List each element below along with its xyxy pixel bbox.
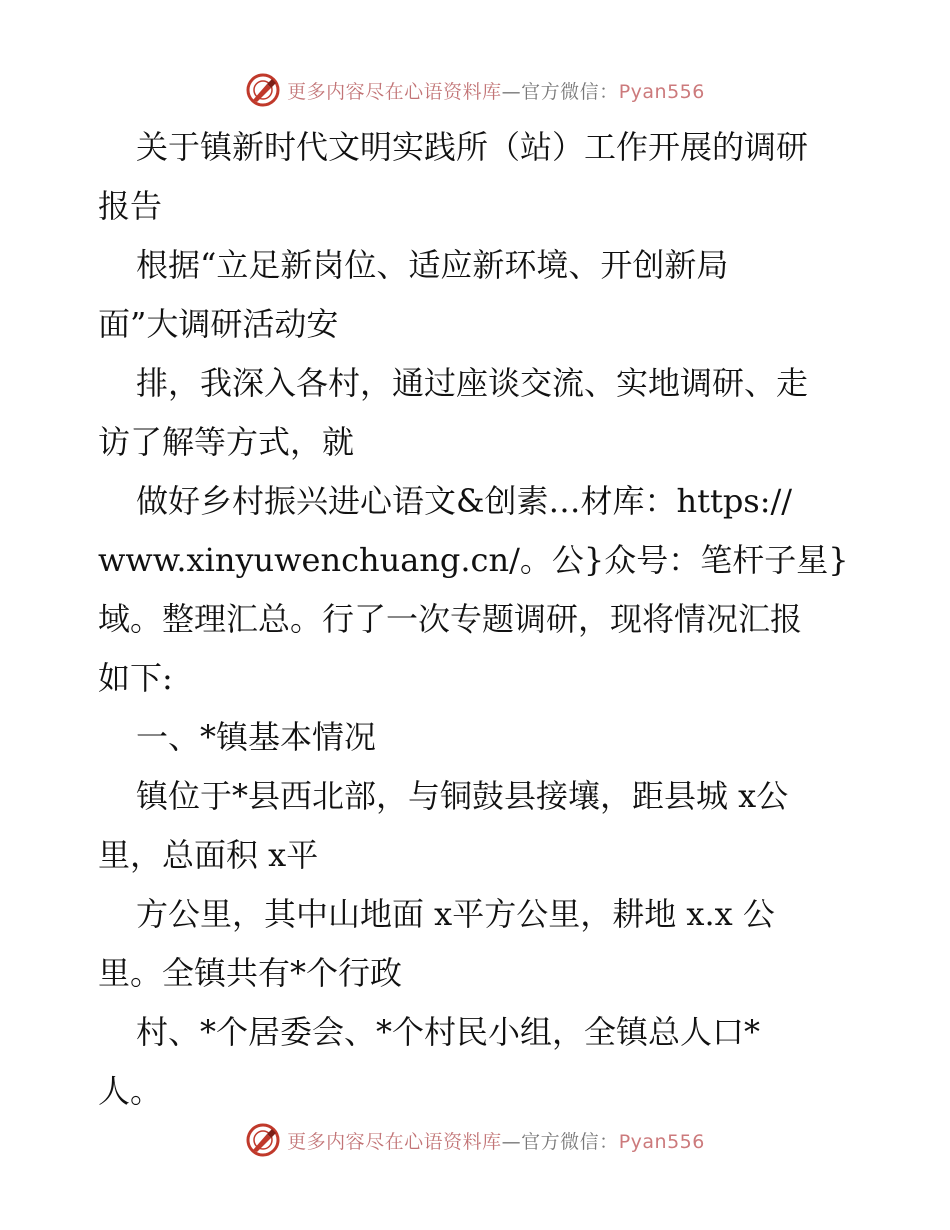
doc-title-line-1: 关于镇新时代文明实践所（站）工作开展的调研 [136,128,809,166]
doc-section-heading: 一、*镇基本情况 [136,718,377,756]
doc-paragraph-line: 根据“立足新岗位、适应新环境、开创新局 [136,246,729,284]
doc-paragraph-line: 面”大调研活动安 [98,305,339,343]
watermark-banner-top [0,70,950,110]
doc-paragraph-line: 里。全镇共有*个行政 [98,954,403,992]
watermark-brand: 更多内容尽在心语资料库 [287,1130,502,1153]
doc-paragraph-line: 镇位于*县西北部，与铜鼓县接壤，距县城 x公 [136,777,789,815]
pen-logo-icon [245,1122,281,1158]
doc-paragraph-line: 访了解等方式，就 [98,423,355,461]
pen-logo-icon [245,72,281,108]
doc-paragraph-line: 人。 [98,1072,163,1110]
doc-paragraph-line: 里，总面积 x平 [98,836,319,874]
doc-paragraph-line: 村、*个居委会、*个村民小组，全镇总人口* [136,1013,761,1051]
watermark-banner-bottom [0,1120,950,1160]
doc-paragraph-line: 排，我深入各村，通过座谈交流、实地调研、走 [136,364,809,402]
watermark-label: 官方微信： [521,80,619,103]
document-body [98,118,858,1121]
doc-paragraph-line: 如下: [98,659,173,697]
watermark-label: 官方微信： [521,1130,619,1153]
watermark-id: Pyan556 [618,80,705,103]
doc-paragraph-line: www.xinyuwenchuang.cn/。公}众号：笔杆子星} [98,541,849,579]
doc-paragraph-line: 做好乡村振兴进心语文&创素…材库：https:// [136,482,793,520]
watermark-separator: — [501,80,522,103]
doc-paragraph-line: 域。整理汇总。行了一次专题调研，现将情况汇报 [98,600,803,638]
watermark-id: Pyan556 [618,1130,705,1153]
watermark-brand: 更多内容尽在心语资料库 [287,80,502,103]
watermark-separator: — [501,1130,522,1153]
doc-paragraph-line: 方公里，其中山地面 x平方公里，耕地 x.x 公 [136,895,775,933]
doc-title-line-2: 报告 [98,187,163,225]
